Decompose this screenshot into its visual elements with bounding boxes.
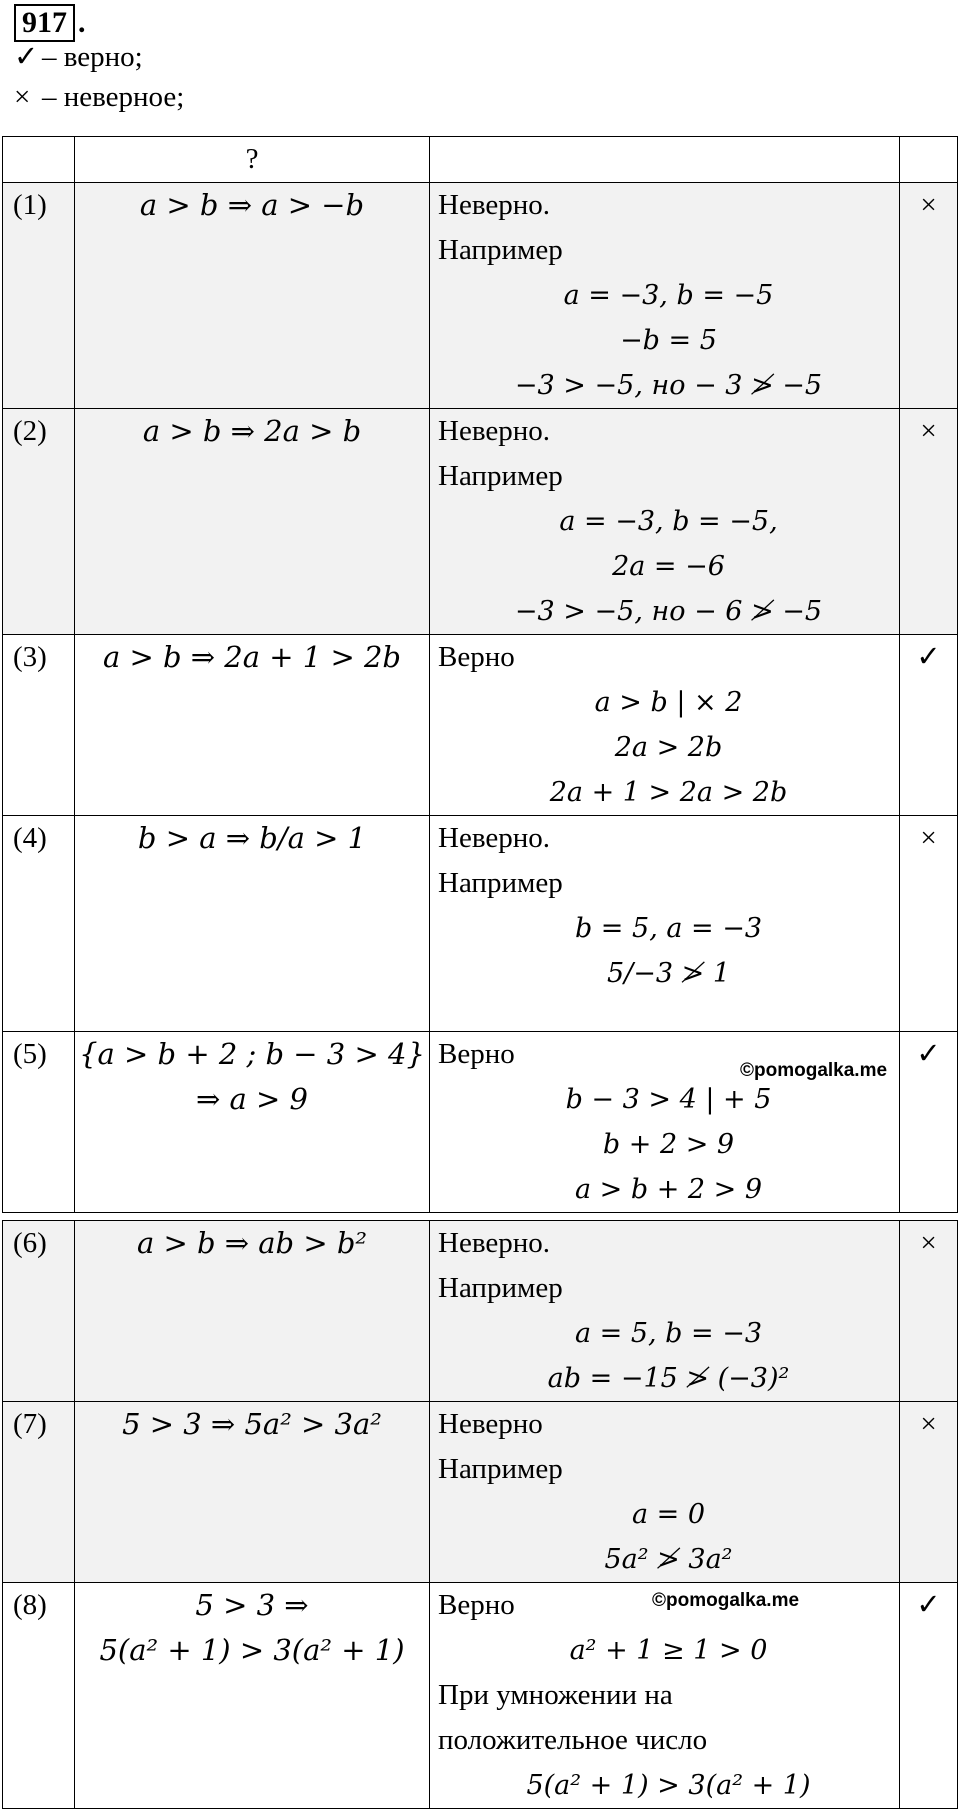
math-line: a = 0 (631, 1499, 706, 1530)
answers-table-1 (2, 136, 958, 1213)
table-row (3, 1032, 958, 1213)
math-line: a = −3, b = −5, (559, 506, 778, 537)
inequality-line: a > b ⇒ a > −b (139, 188, 365, 222)
table-row (3, 409, 958, 635)
text-line: Например (438, 867, 563, 899)
table-row (3, 1583, 958, 1809)
text-line: Неверно. (438, 189, 550, 221)
text-line: Например (438, 234, 563, 266)
text-line: Неверно (438, 1408, 543, 1440)
math-line: 2a = −6 (612, 551, 725, 582)
text-line: Верно (438, 1038, 515, 1070)
row-inequality (75, 1583, 430, 1809)
math-line: b − 3 > 4 | + 5 (565, 1084, 772, 1115)
row-explanation (430, 1221, 900, 1402)
text-line: Верно (438, 641, 515, 673)
math-line: −3 > −5, но − 6 ≯ −5 (514, 596, 823, 627)
row-inequality (75, 1402, 430, 1583)
math-line: 5/−3 ≯ 1 (606, 958, 731, 989)
text-line: положительное число (438, 1724, 708, 1756)
inequality-line: a > b ⇒ ab > b² (136, 1226, 368, 1260)
row-number: (1) (3, 183, 75, 409)
answers-table-2 (2, 1220, 958, 1809)
row-number: (4) (3, 816, 75, 1032)
row-number: (3) (3, 635, 75, 816)
math-line: a = 5, b = −3 (574, 1318, 763, 1349)
table-row (3, 1221, 958, 1402)
text-line: Верно (438, 1589, 515, 1621)
math-line: −3 > −5, но − 3 ≯ −5 (514, 370, 823, 401)
row-explanation (430, 816, 900, 1032)
math-line: b = 5, a = −3 (574, 913, 763, 944)
inequality-line: b > a ⇒ b/a > 1 (137, 821, 367, 855)
cross-icon: × (14, 81, 31, 113)
math-line: 2a > 2b (614, 732, 723, 763)
check-icon: ✓ (900, 1032, 958, 1213)
table-row (3, 183, 958, 409)
math-line: a > b + 2 > 9 (574, 1174, 763, 1205)
text-line: Например (438, 1453, 563, 1485)
inequality-line: 5(a² + 1) > 3(a² + 1) (99, 1633, 405, 1667)
math-line: b + 2 > 9 (602, 1129, 735, 1160)
row-number: (5) (3, 1032, 75, 1213)
legend-check-text: – верно; (42, 41, 143, 73)
inequality-line: 5 > 3 ⇒ (195, 1588, 309, 1622)
legend-cross-text: – неверное; (42, 81, 185, 113)
row-number: (6) (3, 1221, 75, 1402)
row-number: (8) (3, 1583, 75, 1809)
text-line: Например (438, 460, 563, 492)
cross-icon: × (900, 409, 958, 635)
row-inequality (75, 1032, 430, 1213)
math-line: 5a² ≯ 3a² (604, 1544, 733, 1575)
check-icon: ✓ (14, 41, 39, 73)
table-row (3, 1402, 958, 1583)
watermark-2: ©pomogalka.me (652, 1590, 800, 1611)
math-line: −b = 5 (620, 325, 717, 356)
row-inequality (75, 1221, 430, 1402)
math-line: ab = −15 ≯ (−3)² (547, 1363, 790, 1394)
row-explanation (430, 1583, 900, 1809)
header-question: ? (75, 137, 430, 183)
row-inequality (75, 635, 430, 816)
math-line: 5(a² + 1) > 3(a² + 1) (526, 1770, 811, 1801)
cross-icon: × (900, 183, 958, 409)
inequality-line: {a > b + 2 ; b − 3 > 4} ⇒ a > 9 (79, 1037, 425, 1116)
watermark-1: ©pomogalka.me (740, 1060, 888, 1081)
math-line: 2a + 1 > 2a > 2b (549, 777, 788, 808)
row-number: (7) (3, 1402, 75, 1583)
table-row (3, 816, 958, 1032)
row-explanation (430, 409, 900, 635)
row-inequality (75, 816, 430, 1032)
table-row (3, 635, 958, 816)
inequality-line: a > b ⇒ 2a > b (142, 414, 362, 448)
row-inequality (75, 409, 430, 635)
math-line: a > b | × 2 (594, 687, 743, 718)
legend-cross (14, 80, 184, 114)
row-number: (2) (3, 409, 75, 635)
inequality-line: a > b ⇒ 2a + 1 > 2b (102, 640, 401, 674)
row-explanation (430, 1032, 900, 1213)
math-line: a = −3, b = −5 (563, 280, 774, 311)
check-icon: ✓ (900, 635, 958, 816)
legend-check (14, 40, 143, 74)
text-line: Неверно. (438, 1227, 550, 1259)
text-line: Неверно. (438, 822, 550, 854)
row-explanation (430, 1402, 900, 1583)
text-line: Например (438, 1272, 563, 1304)
row-explanation (430, 183, 900, 409)
text-line: Неверно. (438, 415, 550, 447)
row-inequality (75, 183, 430, 409)
task-number: 917 (14, 4, 75, 42)
text-line: При умножении на (438, 1679, 673, 1711)
inequality-line: 5 > 3 ⇒ 5a² > 3a² (122, 1407, 382, 1441)
row-explanation (430, 635, 900, 816)
table-header-row (3, 137, 958, 183)
cross-icon: × (900, 1221, 958, 1402)
math-line: a² + 1 ≥ 1 > 0 (569, 1635, 768, 1666)
cross-icon: × (900, 1402, 958, 1583)
check-icon: ✓ (900, 1583, 958, 1809)
task-number-dot: . (78, 6, 86, 39)
cross-icon: × (900, 816, 958, 1032)
